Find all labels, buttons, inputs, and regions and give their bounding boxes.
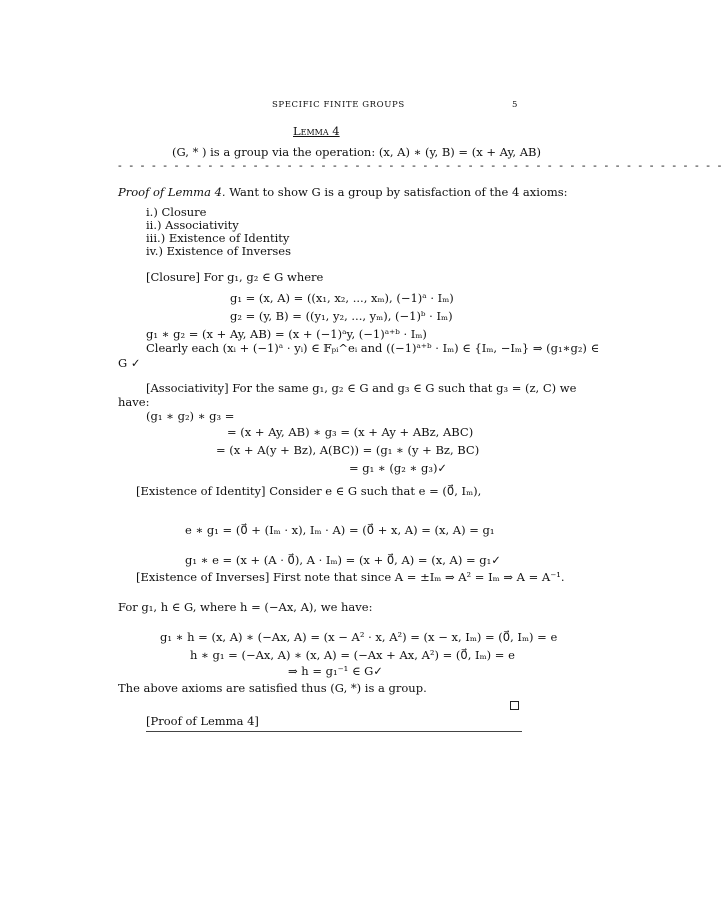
associativity-eq-lhs: (g₁ ∗ g₂) ∗ g₃ = [146, 409, 235, 423]
proof-end-note: [Proof of Lemma 4] [146, 714, 259, 728]
identity-eq-right: g₁ ∗ e = (x + (A · 0⃗), A · Iₘ) = (x + 0⃗, A) = (x, A) = g₁✓ [185, 553, 501, 567]
associativity-eq-2: = (x + A(y + Bz), A(BC)) = (g₁ ∗ (y + Bz, BC) [216, 443, 480, 457]
associativity-eq-1: = (x + Ay, AB) ∗ g₃ = (x + Ay + ABz, ABC) [227, 425, 474, 439]
associativity-eq-3: = g₁ ∗ (g₂ ∗ g₃)✓ [349, 461, 448, 475]
running-title: SPECIFIC FINITE GROUPS [272, 100, 405, 110]
closure-conclusion: G ✓ [118, 356, 141, 370]
closure-intro: [Closure] For g₁, g₂ ∈ G where [146, 270, 324, 284]
inverses-setup: For g₁, h ∈ G, where h = (−Ax, A), we have: [118, 600, 373, 614]
dashed-separator: - - - - - - - - - - - - - - - - - - - - - - - - - - - - - - - - - - - - - - - - - - - - - - - - - - - - - - [118, 159, 723, 172]
axiom-item: i.) Closure [146, 205, 207, 219]
inverses-eq-3: ⇒ h = g₁⁻¹ ∈ G✓ [288, 664, 383, 678]
proof-intro-line [118, 185, 568, 199]
identity-intro: [Existence of Identity] Consider e ∈ G such that e = (0⃗, Iₘ), [136, 484, 482, 498]
proof-label: Proof of Lemma 4. [118, 185, 226, 199]
closure-eq-g2: g₂ = (y, B) = ((y₁, y₂, ..., yₘ), (−1)ᵇ · Iₘ) [230, 309, 453, 323]
axiom-item: iii.) Existence of Identity [146, 231, 290, 245]
proof-intro: Want to show G is a group by satisfaction of the 4 axioms: [229, 185, 568, 199]
closure-membership: Clearly each (xᵢ + (−1)ᵃ · yᵢ) ∈ 𝔽ₚᵢ^eᵢ and ((−1)ᵃ⁺ᵇ · Iₘ) ∈ {Iₘ, −Iₘ} ⇒ (g₁∗g₂) ∈ [146, 341, 600, 355]
inverses-intro: [Existence of Inverses] First note that since A = ±Iₘ ⇒ A² = Iₘ ⇒ A = A⁻¹. [136, 570, 565, 584]
associativity-intro-cont: have: [118, 395, 150, 409]
qed-box-icon [510, 701, 519, 710]
horizontal-rule [146, 731, 522, 732]
page-number: 5 [512, 100, 519, 110]
proof-conclusion: The above axioms are satisfied thus (G, *) is a group. [118, 681, 427, 695]
inverses-eq-1: g₁ ∗ h = (x, A) ∗ (−Ax, A) = (x − A² · x, A²) = (x − x, Iₘ) = (0⃗, Iₘ) = e [160, 630, 558, 644]
associativity-intro: [Associativity] For the same g₁, g₂ ∈ G and g₃ ∈ G such that g₃ = (z, C) we [146, 381, 577, 395]
identity-eq-left: e ∗ g₁ = (0⃗ + (Iₘ · x), Iₘ · A) = (0⃗ + x, A) = (x, A) = g₁ [185, 523, 495, 537]
lemma-title: Lemma 4 [293, 124, 340, 138]
closure-eq-g1: g₁ = (x, A) = ((x₁, x₂, ..., xₘ), (−1)ᵃ · Iₘ) [230, 291, 454, 305]
lemma-statement: (G, * ) is a group via the operation: (x, A) ∗ (y, B) = (x + Ay, AB) [172, 145, 541, 159]
inverses-eq-2: h ∗ g₁ = (−Ax, A) ∗ (x, A) = (−Ax + Ax, A²) = (0⃗, Iₘ) = e [190, 648, 515, 662]
axiom-item: iv.) Existence of Inverses [146, 244, 291, 258]
closure-eq-product: g₁ ∗ g₂ = (x + Ay, AB) = (x + (−1)ᵃy, (−1)ᵃ⁺ᵇ · Iₘ) [146, 327, 427, 341]
axiom-item: ii.) Associativity [146, 218, 239, 232]
